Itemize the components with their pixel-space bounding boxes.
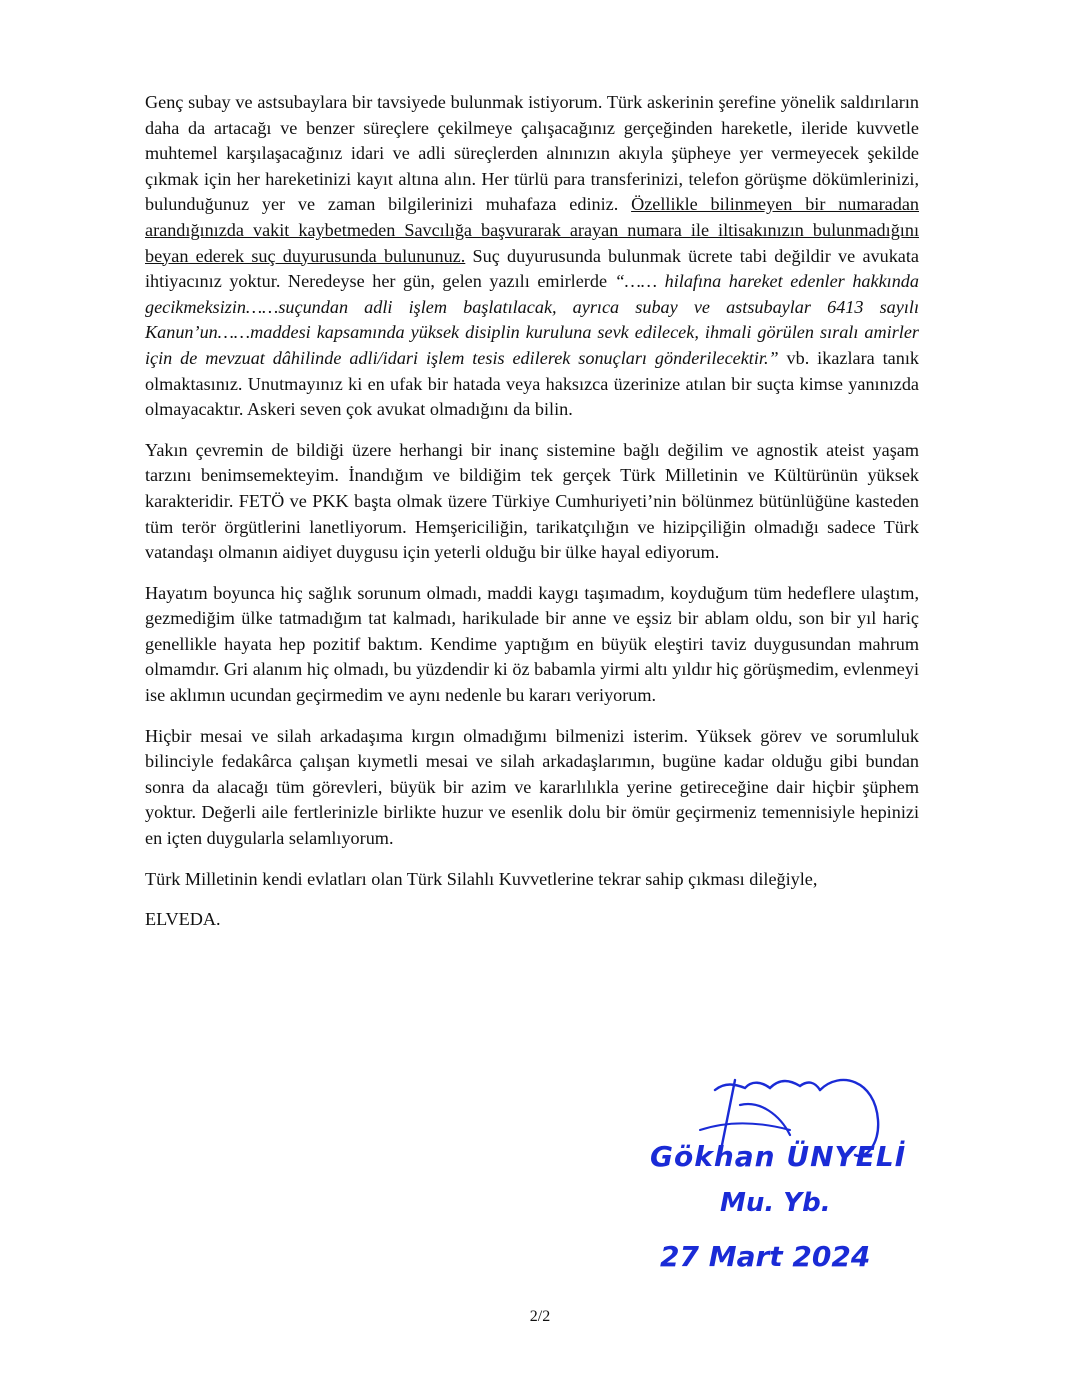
paragraph-advice (145, 90, 919, 423)
advice-italic-quote: “…… hilafına hareket edenler hakkında gecikmeksizin……suçundan adli işlem başlatılacak, ayrıca subay ve astsubaylar 6413 sayılı Kanun’un……maddesi kapsamında yüksek disiplin kuruluna sevk edilecek, ihmali görülen sıralı amirler için de mevzuat dâhilinde adli/idari işlem tesis edilerek sonuçları gönderilecektir.” (145, 271, 919, 368)
letter-body (145, 90, 919, 948)
signature-name: Gökhan ÜNYELİ (650, 1140, 907, 1173)
signature-date: 27 Mart 2024 (660, 1240, 871, 1273)
paragraph-farewell-colleagues: Hiçbir mesai ve silah arkadaşıma kırgın olmadığımı bilmenizi isterim. Yüksek görev ve sorumluluk bilinciyle fedakârca çalışan kıymetli mesai ve silah arkadaşlarımın, bugüne kadar olduğu gibi bundan sonra da alacağı tüm görevleri, büyük bir azim ve kararlılıkla yerine getireceğine dair hiçbir şüphem yoktur. Değerli aile fertlerinizle birlikte huzur ve esenlik dolu bir ömür geçirmeniz temennisiyle hepinizi en içten duygularla selamlıyorum. (145, 725, 919, 849)
paragraph-life: Hayatım boyunca hiç sağlık sorunum olmadı, maddi kaygı taşımadım, koyduğum tüm hedeflere ulaştım, gezmediğim ülke tatmadığım tat kalmadı, harikulade bir anne ve eşsiz bir ablam oldu, son bir yıl hariç genellikle hayata hep pozitif baktım. Kendime yaptığım en büyük eleştiri taviz duygusundan mahrum olmamdır. Gri alanım hiç olmadı, bu yüzdendir ki öz babamla yirmi altı yıldır hiç görüşmedim, evlenmeyi ise aklımın ucundan geçirmedim ve aynı nedenle bu kararı veriyorum. (145, 582, 919, 706)
handwritten-signature-block (640, 1060, 940, 1300)
page-number: 2/2 (529, 1308, 551, 1325)
advice-underlined-text: Özellikle bilinmeyen bir numaradan arandığınızda vakit kaybetmeden Savcılığa başvurarak arayan numara ile iltisakınızın bulunmadığını beyan ederek suç duyurusunda bulununuz. (145, 194, 920, 266)
signature-rank: Mu. Yb. (720, 1188, 831, 1218)
advice-text-b: Suç duyurusunda bulunmak ücrete tabi değildir ve avukata ihtiyacınız yoktur. Neredeyse her gün, gelen yazılı emirlerde (145, 245, 919, 292)
advice-text-a: Genç subay ve astsubaylara bir tavsiyede bulunmak istiyorum. Türk askerinin şerefine yönelik saldırıların daha da artacağı ve benzer süreçlere çekilmeye çalışacağınız gerçeğinden hareketle, ileride kuvvetle muhtemel karşılaşacağınız idari ve adli süreçlerden alnınızın akıyla şüpheye yer vermeyecek şekilde çıkmak için her hareketinizi kayıt altına alın. Her türlü para transferinizi, telefon görüşme dökümlerinizi, bulunduğunuz yer ve zaman bilgilerinizi muhafaza ediniz. (145, 92, 919, 215)
paragraph-closing-wish: Türk Milletinin kendi evlatları olan Türk Silahlı Kuvvetlerine tekrar sahip çıkması dileğiyle, (145, 868, 818, 889)
paragraph-elveda: ELVEDA. (145, 909, 221, 930)
advice-text-c: vb. ikazlara tanık olmaktasınız. Unutmayınız ki en ufak bir hatada veya haksızca üzerinize atılan bir suçta kimse yanınızda olmayacaktır. Askeri seven çok avukat olmadığını da bilin. (145, 347, 919, 420)
paragraph-beliefs: Yakın çevremin de bildiği üzere herhangi bir inanç sistemine bağlı değilim ve agnostik ateist yaşam tarzını benimsemekteyim. İnandığım ve bildiğim tek gerçek Türk Milletinin ve Kültürünün yüksek karakteridir. FETÖ ve PKK başta olmak üzere Türkiye Cumhuriyeti’nin bölünmez bütünlüğüne kasteden tüm terör örgütlerini lanetliyorum. Hemşericiliğin, tarikatçılığın ve hizipçiliğin olmadığı sadece Türk vatandaşı olmanın aidiyet duygusu için yeterli olduğu bir ülke hayal ediyorum. (145, 439, 919, 563)
